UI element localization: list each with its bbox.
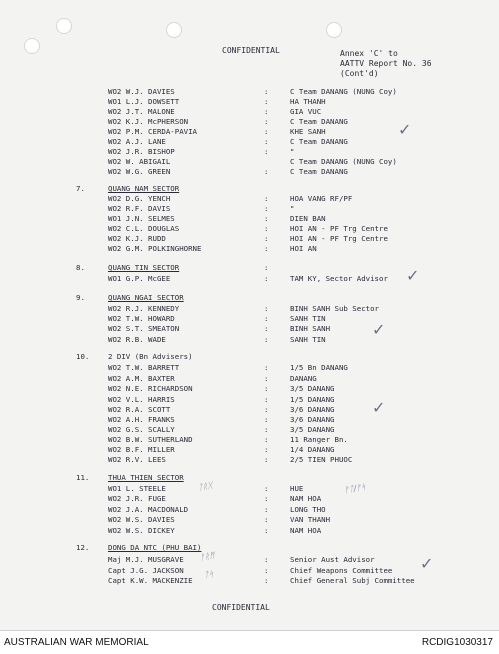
handwritten-check-icon: ✓	[406, 266, 420, 285]
row-name: WO2 K.J. RUDD	[108, 234, 166, 243]
row-name: WO2 V.L. HARRIS	[108, 395, 175, 404]
row-name: WO2 J.R. FUGE	[108, 494, 166, 503]
row-name: WO2 T.W. BARRETT	[108, 363, 180, 372]
row-separator: :	[264, 244, 269, 253]
row-name: WO1 J.N. SELMES	[108, 214, 175, 223]
row-name: WO2 K.J. McPHERSON	[108, 117, 189, 126]
punch-hole	[56, 18, 72, 34]
row-name: WO2 S.T. SMEATON	[108, 324, 180, 333]
row-separator: :	[264, 445, 269, 454]
row-name: WO2 R.A. SCOTT	[108, 405, 171, 414]
row-number: 8.	[76, 263, 85, 272]
row-assignment: C Team DANANG	[290, 117, 348, 126]
row-name: WO1 L. STEELE	[108, 484, 166, 493]
handwritten-check-icon: ✓	[420, 554, 434, 573]
archive-footer	[0, 631, 499, 654]
row-assignment: Chief Weapons Committee	[290, 566, 393, 575]
row-name: WO1 G.P. McGEE	[108, 274, 171, 283]
row-separator: :	[264, 395, 269, 404]
handwritten-note: ᚨᚱᛗ	[199, 550, 216, 563]
punch-hole	[326, 22, 342, 38]
punch-hole	[166, 22, 182, 38]
handwritten-check-icon: ✓	[398, 120, 412, 139]
row-name: WO2 D.G. YENCH	[108, 194, 171, 203]
classification-bottom: CONFIDENTIAL	[212, 603, 270, 612]
row-separator: :	[264, 214, 269, 223]
row-separator: :	[264, 97, 269, 106]
row-separator: :	[264, 263, 269, 272]
row-separator: :	[264, 127, 269, 136]
row-assignment: HOI AN - PF Trg Centre	[290, 224, 388, 233]
row-assignment: LONG THO	[290, 505, 326, 514]
row-assignment: Senior Aust Advisor	[290, 555, 375, 564]
row-assignment: 1/5 Bn DANANG	[290, 363, 348, 372]
row-number: 11.	[76, 473, 90, 482]
annex-line-2: AATTV Report No. 36	[340, 59, 432, 68]
row-separator: :	[264, 87, 269, 96]
row-name: WO2 P.M. CERDA-PAVIA	[108, 127, 197, 136]
handwritten-check-icon: ✓	[372, 320, 386, 339]
row-name: WO2 A.H. FRANKS	[108, 415, 175, 424]
row-assignment: C Team DANANG	[290, 167, 348, 176]
row-separator: :	[264, 405, 269, 414]
annex-line-3: (Cont'd)	[340, 69, 379, 78]
row-assignment: 1/4 DANANG	[290, 445, 335, 454]
row-assignment: SANH TIN	[290, 314, 326, 323]
row-separator: :	[264, 384, 269, 393]
row-name: 2 DIV (Bn Advisers)	[108, 352, 193, 361]
handwritten-check-icon: ✓	[372, 398, 386, 417]
archive-reference: RCDIG1030317	[421, 637, 493, 648]
row-separator: :	[264, 107, 269, 116]
row-assignment: 1/5 DANANG	[290, 395, 335, 404]
row-assignment: TAM KY, Sector Advisor	[290, 274, 388, 283]
row-separator: :	[264, 505, 269, 514]
row-separator: :	[264, 224, 269, 233]
row-name: QUANG TIN SECTOR	[108, 263, 180, 272]
row-separator: :	[264, 425, 269, 434]
row-name: WO2 R.V. LEES	[108, 455, 166, 464]
row-separator: :	[264, 555, 269, 564]
row-separator: :	[264, 324, 269, 333]
row-assignment: 3/6 DANANG	[290, 405, 335, 414]
row-name: WO2 W. ABIGAIL	[108, 157, 171, 166]
row-separator: :	[264, 515, 269, 524]
classification-top: CONFIDENTIAL	[222, 46, 280, 55]
annex-line-1: Annex 'C' to	[340, 49, 398, 58]
row-name: WO2 J.R. BISHOP	[108, 147, 175, 156]
row-separator: :	[264, 204, 269, 213]
row-separator: :	[264, 494, 269, 503]
row-assignment: HUE	[290, 484, 304, 493]
row-name: THUA THIEN SECTOR	[108, 473, 184, 482]
row-separator: :	[264, 274, 269, 283]
row-assignment: VAN THANH	[290, 515, 331, 524]
row-name: WO2 A.M. BAXTER	[108, 374, 175, 383]
row-assignment: C Team DANANG (NUNG Coy)	[290, 87, 397, 96]
row-separator: :	[264, 234, 269, 243]
row-name: WO2 W.G. GREEN	[108, 167, 171, 176]
row-separator: :	[264, 147, 269, 156]
row-name: WO2 J.A. MACDONALD	[108, 505, 189, 514]
row-name: WO2 R.J. KENNEDY	[108, 304, 180, 313]
row-assignment: SANH TIN	[290, 335, 326, 344]
row-separator: :	[264, 167, 269, 176]
row-assignment: HA THANH	[290, 97, 326, 106]
handwritten-note: ᛏᚱᚷ	[197, 480, 214, 493]
row-assignment: 2/5 TIEN PHUOC	[290, 455, 353, 464]
row-number: 9.	[76, 293, 85, 302]
row-name: WO2 G.M. POLKINGHORNE	[108, 244, 202, 253]
row-separator: :	[264, 117, 269, 126]
row-assignment: BINH SANH Sub Sector	[290, 304, 379, 313]
row-name: QUANG NGAI SECTOR	[108, 293, 184, 302]
row-name: WO2 G.S. SCALLY	[108, 425, 175, 434]
row-assignment: GIA VUC	[290, 107, 322, 116]
row-name: Capt J.G. JACKSON	[108, 566, 184, 575]
row-name: WO2 W.S. DAVIES	[108, 515, 175, 524]
row-assignment: NAM HOA	[290, 526, 322, 535]
row-assignment: NAM HOA	[290, 494, 322, 503]
row-separator: :	[264, 415, 269, 424]
row-name: WO2 W.J. DAVIES	[108, 87, 175, 96]
row-name: WO2 R.B. WADE	[108, 335, 166, 344]
row-number: 10.	[76, 352, 90, 361]
row-separator: :	[264, 435, 269, 444]
row-name: WO2 C.L. DOUGLAS	[108, 224, 180, 233]
row-separator: :	[264, 455, 269, 464]
row-assignment: C Team DANANG (NUNG Coy)	[290, 157, 397, 166]
row-separator: :	[264, 137, 269, 146]
row-assignment: KHE SANH	[290, 127, 326, 136]
punch-hole	[24, 38, 40, 54]
row-separator: :	[264, 566, 269, 575]
row-name: Capt K.W. MACKENZIE	[108, 576, 193, 585]
row-assignment: DIEN BAN	[290, 214, 326, 223]
row-assignment: "	[290, 147, 295, 156]
row-separator: :	[264, 484, 269, 493]
row-separator: :	[264, 526, 269, 535]
row-separator: :	[264, 374, 269, 383]
row-name: WO2 R.F. DAVIS	[108, 204, 171, 213]
row-assignment: 11 Ranger Bn.	[290, 435, 348, 444]
row-name: WO2 W.S. DICKEY	[108, 526, 175, 535]
row-number: 12.	[76, 543, 90, 552]
row-assignment: Chief General Subj Committee	[290, 576, 415, 585]
handwritten-note: ᛏᛋ	[203, 569, 215, 580]
row-number: 7.	[76, 184, 85, 193]
row-name: WO2 B.W. SUTHERLAND	[108, 435, 193, 444]
row-name: WO2 N.E. RICHARDSON	[108, 384, 193, 393]
row-name: WO2 J.T. MALONE	[108, 107, 175, 116]
row-name: DONG DA NTC (PHU BAI)	[108, 543, 202, 552]
row-assignment: BINH SANH	[290, 324, 331, 333]
row-name: QUANG NAM SECTOR	[108, 184, 180, 193]
row-assignment: 3/5 DANANG	[290, 425, 335, 434]
row-assignment: HOI AN - PF Trg Centre	[290, 234, 388, 243]
row-separator: :	[264, 335, 269, 344]
row-name: WO2 B.F. MILLER	[108, 445, 175, 454]
row-assignment: 3/6 DANANG	[290, 415, 335, 424]
row-assignment: "	[290, 204, 295, 213]
row-name: WO2 A.J. LANE	[108, 137, 166, 146]
row-separator: :	[264, 363, 269, 372]
row-assignment: HOA VANG RF/PF	[290, 194, 353, 203]
row-assignment: HOI AN	[290, 244, 317, 253]
row-separator: :	[264, 314, 269, 323]
row-assignment: 3/5 DANANG	[290, 384, 335, 393]
row-separator: :	[264, 304, 269, 313]
row-separator: :	[264, 576, 269, 585]
row-assignment: C Team DANANG	[290, 137, 348, 146]
row-assignment: DANANG	[290, 374, 317, 383]
row-name: WO1 L.J. DOWSETT	[108, 97, 180, 106]
row-name: Maj M.J. MUSGRAVE	[108, 555, 184, 564]
row-name: WO2 T.W. HOWARD	[108, 314, 175, 323]
row-separator: :	[264, 194, 269, 203]
archive-name: AUSTRALIAN WAR MEMORIAL	[4, 637, 149, 648]
handwritten-note: ᚠᛏ/ᚠᛋ	[343, 482, 367, 495]
